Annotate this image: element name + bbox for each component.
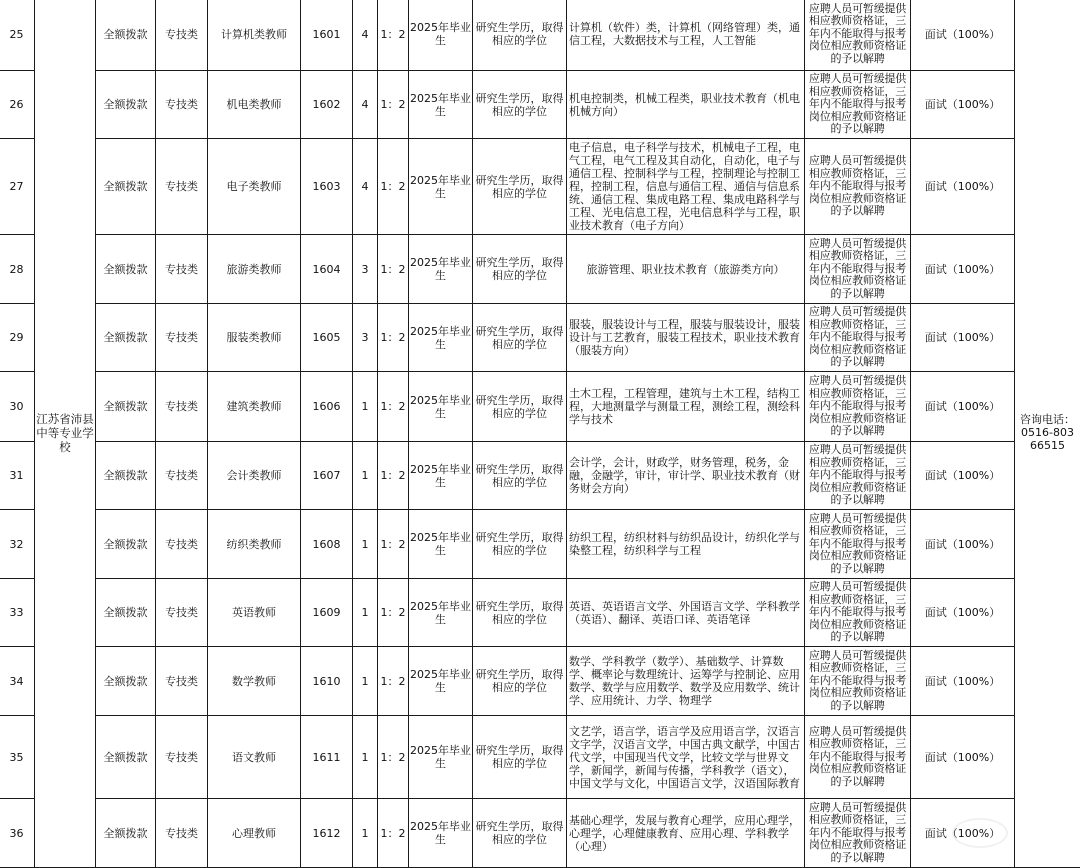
other-requirements-cell: 应聘人员可暂缓提供相应教师资格证，三年内不能取得与报考岗位相应教师资格证的予以解聘 bbox=[805, 442, 911, 510]
position-name-cell: 旅游类教师 bbox=[208, 235, 301, 304]
education-cell: 研究生学历，取得相应的学位 bbox=[473, 716, 567, 799]
funding-type-cell: 全额拨款 bbox=[96, 235, 156, 304]
other-requirements-cell: 应聘人员可暂缓提供相应教师资格证，三年内不能取得与报考岗位相应教师资格证的予以解聘 bbox=[805, 71, 911, 139]
recruit-count-cell: 1 bbox=[353, 442, 378, 510]
position-name-cell: 机电类教师 bbox=[208, 71, 301, 139]
other-requirements-cell: 应聘人员可暂缓提供相应教师资格证，三年内不能取得与报考岗位相应教师资格证的予以解聘 bbox=[805, 139, 911, 235]
recruit-count-cell: 1 bbox=[353, 716, 378, 799]
row-number: 31 bbox=[0, 442, 35, 510]
position-code-cell: 1607 bbox=[301, 442, 353, 510]
position-code-cell: 1601 bbox=[301, 0, 353, 71]
row-number: 34 bbox=[0, 647, 35, 716]
other-requirements-cell: 应聘人员可暂缓提供相应教师资格证，三年内不能取得与报考岗位相应教师资格证的予以解聘 bbox=[805, 304, 911, 372]
position-category-cell: 专技类 bbox=[156, 579, 208, 647]
row-number: 35 bbox=[0, 716, 35, 799]
other-requirements-cell: 应聘人员可暂缓提供相应教师资格证，三年内不能取得与报考岗位相应教师资格证的予以解聘 bbox=[805, 235, 911, 304]
funding-type-cell: 全额拨款 bbox=[96, 442, 156, 510]
exam-ratio-cell: 1：2 bbox=[378, 647, 409, 716]
exam-ratio-cell: 1：2 bbox=[378, 442, 409, 510]
position-code-cell: 1606 bbox=[301, 372, 353, 442]
exam-ratio-cell: 1：2 bbox=[378, 304, 409, 372]
exam-ratio-cell: 1：2 bbox=[378, 71, 409, 139]
table-row bbox=[0, 510, 1080, 579]
funding-type-cell: 全额拨款 bbox=[96, 799, 156, 868]
table-row bbox=[0, 647, 1080, 716]
target-cell: 2025年毕业生 bbox=[409, 372, 473, 442]
position-category-cell: 专技类 bbox=[156, 372, 208, 442]
table-row bbox=[0, 372, 1080, 442]
exam-ratio-cell: 1：2 bbox=[378, 510, 409, 579]
major-cell: 计算机（软件）类，计算机（网络管理）类，通信工程，大数据技术与工程，人工智能 bbox=[567, 0, 805, 71]
position-category-cell: 专技类 bbox=[156, 647, 208, 716]
recruit-count-cell: 4 bbox=[353, 0, 378, 71]
major-cell: 电子信息，电子科学与技术，机械电子工程，电气工程，电气工程及其自动化，自动化，电子与通信工程、控制科学与工程，控制理论与控制工程，控制工程，信息与通信工程、通信与信息系统、通信工程、集成电路工程、集成电路科学与工程、光电信息工程，光电信息科学与工程，职业技术教育（电子方向） bbox=[567, 139, 805, 235]
education-cell: 研究生学历，取得相应的学位 bbox=[473, 579, 567, 647]
table-row bbox=[0, 0, 1080, 71]
recruit-count-cell: 1 bbox=[353, 510, 378, 579]
position-category-cell: 专技类 bbox=[156, 442, 208, 510]
position-name-cell: 心理教师 bbox=[208, 799, 301, 868]
row-number: 26 bbox=[0, 71, 35, 139]
position-code-cell: 1612 bbox=[301, 799, 353, 868]
position-code-cell: 1610 bbox=[301, 647, 353, 716]
recruit-count-cell: 1 bbox=[353, 579, 378, 647]
remarks-cell: 咨询电话：0516-80366515 bbox=[1015, 0, 1080, 868]
education-cell: 研究生学历，取得相应的学位 bbox=[473, 0, 567, 71]
position-code-cell: 1604 bbox=[301, 235, 353, 304]
education-cell: 研究生学历，取得相应的学位 bbox=[473, 71, 567, 139]
watermark-ring-icon bbox=[952, 818, 1008, 848]
target-cell: 2025年毕业生 bbox=[409, 71, 473, 139]
position-category-cell: 专技类 bbox=[156, 304, 208, 372]
position-name-cell: 计算机类教师 bbox=[208, 0, 301, 71]
table-row bbox=[0, 235, 1080, 304]
target-cell: 2025年毕业生 bbox=[409, 139, 473, 235]
funding-type-cell: 全额拨款 bbox=[96, 716, 156, 799]
position-category-cell: 专技类 bbox=[156, 0, 208, 71]
education-cell: 研究生学历，取得相应的学位 bbox=[473, 799, 567, 868]
target-cell: 2025年毕业生 bbox=[409, 799, 473, 868]
row-number: 25 bbox=[0, 0, 35, 71]
major-cell: 机电控制类，机械工程类，职业技术教育（机电机械方向） bbox=[567, 71, 805, 139]
table-row bbox=[0, 716, 1080, 799]
recruit-count-cell: 3 bbox=[353, 235, 378, 304]
exam-ratio-cell: 1：2 bbox=[378, 0, 409, 71]
position-name-cell: 服装类教师 bbox=[208, 304, 301, 372]
major-cell: 文艺学，语言学，语言学及应用语言学，汉语言文字学，汉语言文学，中国古典文献学，中国古代文学，中国现当代文学，比较文学与世界文学，新闻学，新闻与传播，学科教学（语文），中国文学与文化，中国语言文学，汉语国际教育 bbox=[567, 716, 805, 799]
row-number: 33 bbox=[0, 579, 35, 647]
table-row bbox=[0, 799, 1080, 868]
exam-ratio-cell: 1：2 bbox=[378, 139, 409, 235]
exam-method-cell: 面试（100%） bbox=[911, 647, 1015, 716]
recruit-count-cell: 4 bbox=[353, 139, 378, 235]
funding-type-cell: 全额拨款 bbox=[96, 139, 156, 235]
education-cell: 研究生学历，取得相应的学位 bbox=[473, 304, 567, 372]
major-cell: 土木工程，工程管理，建筑与土木工程，结构工程，大地测量学与测量工程，测绘工程，测绘科学与技术 bbox=[567, 372, 805, 442]
exam-method-cell: 面试（100%） bbox=[911, 235, 1015, 304]
other-requirements-cell: 应聘人员可暂缓提供相应教师资格证，三年内不能取得与报考岗位相应教师资格证的予以解聘 bbox=[805, 372, 911, 442]
position-name-cell: 电子类教师 bbox=[208, 139, 301, 235]
position-code-cell: 1605 bbox=[301, 304, 353, 372]
education-cell: 研究生学历，取得相应的学位 bbox=[473, 139, 567, 235]
funding-type-cell: 全额拨款 bbox=[96, 304, 156, 372]
target-cell: 2025年毕业生 bbox=[409, 304, 473, 372]
row-number: 28 bbox=[0, 235, 35, 304]
position-name-cell: 会计类教师 bbox=[208, 442, 301, 510]
position-code-cell: 1609 bbox=[301, 579, 353, 647]
exam-method-cell: 面试（100%） bbox=[911, 716, 1015, 799]
exam-method-cell: 面试（100%） bbox=[911, 304, 1015, 372]
other-requirements-cell: 应聘人员可暂缓提供相应教师资格证，三年内不能取得与报考岗位相应教师资格证的予以解聘 bbox=[805, 647, 911, 716]
position-code-cell: 1602 bbox=[301, 71, 353, 139]
education-cell: 研究生学历，取得相应的学位 bbox=[473, 442, 567, 510]
school-name-cell: 江苏省沛县中等专业学校 bbox=[35, 0, 96, 868]
target-cell: 2025年毕业生 bbox=[409, 716, 473, 799]
position-name-cell: 数学教师 bbox=[208, 647, 301, 716]
row-number: 29 bbox=[0, 304, 35, 372]
major-cell: 数学、学科教学（数学）、基础数学、计算数学、概率论与数理统计、运筹学与控制论、应用数学、数学与应用数学、数学及应用数学、统计学、应用统计、力学、物理学 bbox=[567, 647, 805, 716]
major-cell: 基础心理学，发展与教育心理学，应用心理学，心理学，心理健康教育、应用心理、学科教学（心理） bbox=[567, 799, 805, 868]
other-requirements-cell: 应聘人员可暂缓提供相应教师资格证，三年内不能取得与报考岗位相应教师资格证的予以解聘 bbox=[805, 579, 911, 647]
other-requirements-cell: 应聘人员可暂缓提供相应教师资格证，三年内不能取得与报考岗位相应教师资格证的予以解聘 bbox=[805, 716, 911, 799]
funding-type-cell: 全额拨款 bbox=[96, 0, 156, 71]
major-cell: 会计学，会计，财政学，财务管理，税务，金融，金融学，审计，审计学、职业技术教育（财务财会方向） bbox=[567, 442, 805, 510]
row-number: 36 bbox=[0, 799, 35, 868]
exam-method-cell: 面试（100%） bbox=[911, 372, 1015, 442]
table-row bbox=[0, 304, 1080, 372]
exam-ratio-cell: 1：2 bbox=[378, 235, 409, 304]
other-requirements-cell: 应聘人员可暂缓提供相应教师资格证，三年内不能取得与报考岗位相应教师资格证的予以解聘 bbox=[805, 510, 911, 579]
exam-ratio-cell: 1：2 bbox=[378, 799, 409, 868]
target-cell: 2025年毕业生 bbox=[409, 510, 473, 579]
funding-type-cell: 全额拨款 bbox=[96, 510, 156, 579]
recruit-count-cell: 1 bbox=[353, 647, 378, 716]
funding-type-cell: 全额拨款 bbox=[96, 647, 156, 716]
recruit-count-cell: 3 bbox=[353, 304, 378, 372]
position-name-cell: 建筑类教师 bbox=[208, 372, 301, 442]
row-number: 27 bbox=[0, 139, 35, 235]
recruit-count-cell: 1 bbox=[353, 372, 378, 442]
row-number: 32 bbox=[0, 510, 35, 579]
position-category-cell: 专技类 bbox=[156, 139, 208, 235]
other-requirements-cell: 应聘人员可暂缓提供相应教师资格证，三年内不能取得与报考岗位相应教师资格证的予以解聘 bbox=[805, 0, 911, 71]
table-row bbox=[0, 139, 1080, 235]
table-row bbox=[0, 71, 1080, 139]
funding-type-cell: 全额拨款 bbox=[96, 71, 156, 139]
major-cell: 英语、英语语言文学、外国语言文学、学科教学（英语）、翻译、英语口译、英语笔译 bbox=[567, 579, 805, 647]
watermark-logo bbox=[952, 812, 1072, 852]
position-code-cell: 1611 bbox=[301, 716, 353, 799]
position-code-cell: 1603 bbox=[301, 139, 353, 235]
exam-method-cell: 面试（100%） bbox=[911, 510, 1015, 579]
funding-type-cell: 全额拨款 bbox=[96, 372, 156, 442]
major-cell: 纺织工程，纺织材料与纺织品设计，纺织化学与染整工程，纺织科学与工程 bbox=[567, 510, 805, 579]
exam-method-cell: 面试（100%） bbox=[911, 71, 1015, 139]
exam-ratio-cell: 1：2 bbox=[378, 579, 409, 647]
row-number: 30 bbox=[0, 372, 35, 442]
exam-method-cell: 面试（100%） bbox=[911, 139, 1015, 235]
education-cell: 研究生学历，取得相应的学位 bbox=[473, 647, 567, 716]
target-cell: 2025年毕业生 bbox=[409, 647, 473, 716]
table-row bbox=[0, 442, 1080, 510]
major-cell: 旅游管理、职业技术教育（旅游类方向） bbox=[567, 235, 805, 304]
position-name-cell: 纺织类教师 bbox=[208, 510, 301, 579]
exam-method-cell: 面试（100%） bbox=[911, 579, 1015, 647]
recruit-count-cell: 1 bbox=[353, 799, 378, 868]
position-category-cell: 专技类 bbox=[156, 71, 208, 139]
major-cell: 服装，服装设计与工程，服装与服装设计，服装设计与工艺教育，服装工程技术，职业技术教育（服装方向） bbox=[567, 304, 805, 372]
education-cell: 研究生学历，取得相应的学位 bbox=[473, 372, 567, 442]
position-name-cell: 英语教师 bbox=[208, 579, 301, 647]
education-cell: 研究生学历，取得相应的学位 bbox=[473, 510, 567, 579]
exam-ratio-cell: 1：2 bbox=[378, 372, 409, 442]
other-requirements-cell: 应聘人员可暂缓提供相应教师资格证，三年内不能取得与报考岗位相应教师资格证的予以解聘 bbox=[805, 799, 911, 868]
position-category-cell: 专技类 bbox=[156, 716, 208, 799]
exam-method-cell: 面试（100%） bbox=[911, 442, 1015, 510]
table-row bbox=[0, 579, 1080, 647]
target-cell: 2025年毕业生 bbox=[409, 442, 473, 510]
position-code-cell: 1608 bbox=[301, 510, 353, 579]
exam-method-cell: 面试（100%） bbox=[911, 0, 1015, 71]
position-category-cell: 专技类 bbox=[156, 799, 208, 868]
target-cell: 2025年毕业生 bbox=[409, 235, 473, 304]
recruit-count-cell: 4 bbox=[353, 71, 378, 139]
position-category-cell: 专技类 bbox=[156, 510, 208, 579]
funding-type-cell: 全额拨款 bbox=[96, 579, 156, 647]
target-cell: 2025年毕业生 bbox=[409, 579, 473, 647]
position-name-cell: 语文教师 bbox=[208, 716, 301, 799]
exam-method-cell: 面试（100%） bbox=[911, 799, 1015, 868]
education-cell: 研究生学历，取得相应的学位 bbox=[473, 235, 567, 304]
exam-ratio-cell: 1：2 bbox=[378, 716, 409, 799]
target-cell: 2025年毕业生 bbox=[409, 0, 473, 71]
position-category-cell: 专技类 bbox=[156, 235, 208, 304]
